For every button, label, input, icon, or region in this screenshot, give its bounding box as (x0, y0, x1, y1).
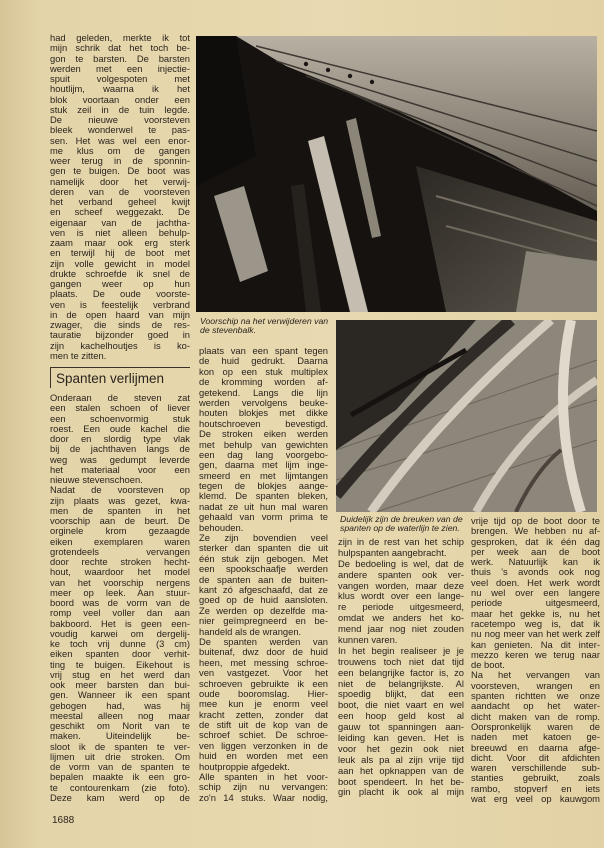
text-line: In het begin realiseer je je (338, 644, 464, 656)
text-line: handeld als de wrangen. (199, 625, 302, 637)
text-line: zijn in de rest van het schip (338, 536, 464, 547)
text-line: eiken spanten door verhit- (50, 648, 190, 660)
text-line: spuit volgespoten met (50, 73, 190, 84)
text-line: deren van de voorsteven (50, 185, 190, 197)
text-line: drukte schroefde ik snel de (50, 267, 190, 279)
column-4 (471, 516, 600, 804)
text-line: een belangrijke factor is, zo (338, 666, 464, 678)
text-line: ven vastgezet. Voor het (199, 667, 328, 679)
text-line: thuis 's avonds ook nog (471, 566, 600, 578)
text-line: ting te buigen. Eikehout is (50, 658, 190, 670)
text-line: boot spendeert. In het be- (338, 775, 464, 787)
column-1 (50, 33, 190, 803)
text-line: een stalen schoen of liever (50, 402, 190, 414)
text-line: werden met een injectie- (50, 62, 190, 74)
text-line: klus wordt over een lange- (338, 590, 464, 602)
text-line: zaam maar ook erg sterk (50, 237, 190, 248)
text-line: mee kun je enorm veel (199, 698, 328, 710)
text-line: kunnen varen. (338, 634, 398, 646)
text-line: vrije tijd op de boot door te (471, 515, 600, 526)
paragraph (199, 637, 328, 772)
text-line: houten blokjes met dikke (199, 407, 328, 419)
text-line: naden met katoen ge- (471, 731, 600, 743)
section-heading: Spanten verlijmen (50, 367, 190, 388)
text-line: leiding kan geven. Het is (338, 732, 464, 744)
text-line: kan genieten. Na dit inter- (471, 638, 600, 650)
paragraph-group (471, 516, 600, 804)
text-line: gen te buigen. De boot was (50, 165, 190, 177)
text-line: rambo, stopverf en iets (471, 782, 600, 794)
paragraph-group (50, 33, 190, 361)
text-line: ven is niet alleen behulp- (50, 226, 190, 238)
text-line: veel doen. Het werk wordt (471, 576, 600, 588)
text-line: niet de belangrijkste. Al (338, 677, 464, 689)
text-line: bij de jachthaven langs de (50, 443, 190, 455)
text-line: Oorspronkelijk waren de (471, 720, 600, 732)
text-line: het verband geheel kwijt (50, 196, 190, 207)
text-line: stuk zeil in de tuin legde. (50, 103, 190, 115)
text-line: spoedig blijkt, dat een (338, 688, 464, 700)
photo-caption (200, 317, 332, 336)
text-line: de huid gedrukt. Daarna (199, 355, 328, 367)
text-line: De spanten werden van (199, 635, 328, 647)
photo-image (336, 320, 597, 512)
text-line: gebogen had, was hij (50, 699, 190, 711)
text-line: Nadat de voorsteven op (50, 484, 190, 496)
text-line: hout, waardoor het model (50, 566, 190, 578)
text-line: geschikt om Norit van te (50, 720, 190, 731)
paragraph (199, 346, 328, 533)
text-line: en scheef weggezakt. De (50, 206, 190, 218)
paragraph (338, 646, 464, 798)
caption-line: spanten op de waterlijn te zien. (340, 523, 460, 534)
text-line: had geleden, merkte ik tot (50, 32, 190, 43)
text-line: buitenaf, dwz door de huid (199, 646, 328, 658)
text-line: voudig karwei om dergelij- (50, 627, 190, 639)
text-line: namelijk door het verwij- (50, 175, 190, 187)
text-line: meer op leek. Aan stuur- (50, 586, 190, 598)
text-line: Na het vervangen van (471, 669, 600, 681)
text-line: vangen worden, maar deze (338, 579, 464, 591)
text-line: schroef schiet. De schroe- (199, 729, 328, 741)
text-line: me klus om de gangen (50, 144, 190, 156)
text-line: oude booromslag. Hier- (199, 687, 328, 699)
text-line: gesproken, dat ik één dag (471, 535, 600, 547)
paragraph (50, 393, 190, 485)
text-line: zo'n 14 stuks. Waar nodig, (199, 791, 328, 803)
text-line: voor het gezin ook niet (338, 742, 464, 754)
text-line: gen. Wanneer ik een spant (50, 689, 190, 701)
text-line: Ze zijn bovendien veel (199, 532, 328, 544)
text-line: vrij stug en het werd dan (50, 668, 190, 680)
paragraph (50, 33, 190, 361)
text-line: gehaald van vorm prima te (199, 511, 328, 523)
photo-caption (340, 515, 466, 534)
paragraph (50, 485, 190, 803)
text-line: racetempo weg is, dat ik (471, 617, 600, 629)
text-line: dicht. Voor dit afdichten (471, 751, 600, 763)
text-line: orginele krom gezaagde (50, 525, 190, 537)
text-line: een hoop geld kost al (338, 710, 464, 722)
paragraph (471, 516, 600, 670)
text-line: romp veel voller dan aan (50, 607, 190, 619)
text-line: sen. Het was wel een enor- (50, 134, 190, 146)
text-line: van het voorschip nergens (50, 576, 190, 588)
column-3 (338, 537, 464, 798)
paragraph (199, 533, 328, 637)
text-line: omdat we anders het ko- (338, 612, 464, 624)
text-line: weer terug in de sponnin- (50, 155, 190, 166)
text-line: Ze werden op dezelfde ma- (199, 604, 328, 616)
text-line: te contourenkam (zie foto). (50, 781, 190, 793)
text-line: wat erg veel op kauwgom (471, 793, 600, 805)
paragraph (338, 559, 464, 646)
text-line: roest. Een oude kachel die (50, 422, 190, 434)
text-line: door rechte stroken hecht- (50, 556, 190, 567)
text-line: houtlijm, waarna ik het (50, 83, 190, 95)
text-line: kracht zetten, zonder dat (199, 708, 328, 720)
text-line: meestal alleen nog maar (50, 709, 190, 721)
text-line: aandacht op het water- (471, 700, 600, 712)
text-line: ook meer barsten dan bui- (50, 679, 190, 690)
text-line: de spanten aan de buiten- (199, 573, 328, 585)
text-line: ke toch vrij dunne (3 cm) (50, 638, 190, 649)
text-line: één stuk zijn gebogen. Met (199, 552, 328, 564)
text-line: plaats. De oude voorste- (50, 288, 190, 300)
text-line: brengen. We hebben nu af- (471, 525, 600, 537)
paragraph-group (338, 537, 464, 798)
text-line: mend jaar nog niet zouden (338, 623, 464, 635)
text-line: andere spanten ook ver- (338, 568, 464, 580)
text-line: weg was gedumpt leverde (50, 453, 190, 465)
text-line: eigenaar van de jachtha- (50, 216, 190, 228)
text-line: een spookschaafje werden (199, 563, 328, 575)
text-line: dicht maken van de romp. (471, 710, 600, 722)
text-line: gauw tot spanningen aan- (338, 721, 464, 733)
paragraph-group (50, 393, 190, 803)
text-line: maar het gekke is, nu het (471, 607, 600, 619)
text-line: zijn kachelhoutjes is ko- (50, 339, 190, 351)
text-line: zijn plaats was gezet, kwa- (50, 494, 190, 506)
text-line: aan het opknappen van de (338, 764, 464, 776)
text-line: per week aan de boot (471, 545, 600, 557)
text-line: gangen weer op hun (50, 278, 190, 289)
text-line: lijmen uit drie stroken. Om (50, 750, 190, 762)
text-line: nier geïmpregneerd en be- (199, 615, 328, 627)
text-line: bepalen maakte ik een gro- (50, 771, 190, 783)
text-line: heen, met messing schroe- (199, 656, 328, 668)
text-line: de boot. (471, 659, 505, 671)
text-line: in de open haard van mijn (50, 308, 190, 320)
caption-line: Voorschip na het verwijderen van (200, 316, 329, 326)
text-line: tegen de blokjes aange- (199, 480, 328, 492)
text-line: en terwijl hij de boot met (50, 247, 190, 259)
column-2 (199, 346, 328, 803)
text-line: waren verschillende sub- (471, 762, 600, 774)
text-line: nu nog meer van het werk zelf (471, 628, 600, 640)
paragraph (338, 537, 464, 559)
caption-line: de stevenbalk. (200, 325, 257, 336)
text-line: leuk als pa al zijn vrije tijd (338, 753, 464, 765)
text-line: stanties gebruikt, zoals (471, 772, 600, 784)
photo-bow-interior (196, 36, 597, 312)
text-line: maken. Uiteindelijk be- (50, 730, 190, 742)
text-line: de kromming worden af- (199, 376, 328, 388)
text-line: trouwens toch niet dat tijd (338, 655, 464, 667)
text-line: zijn volle gewicht in model (50, 257, 190, 269)
text-line: gen, daarna met lijm inge- (199, 459, 328, 471)
text-line: door en slordig type vlak (50, 433, 190, 444)
text-line: boord was de vorm van de (50, 597, 190, 608)
caption-line: Duidelijk zijn de breuken van de (340, 514, 463, 524)
text-line: bleek wonderwel te pas- (50, 124, 190, 136)
text-line: klemd. De spanten bleken, (199, 490, 328, 502)
text-line: plaats van een spant tegen (199, 345, 328, 356)
text-line: behouden. (199, 521, 244, 533)
paragraph-group (199, 346, 328, 803)
text-line: het materiaal voor een (50, 463, 190, 475)
paragraph (471, 670, 600, 804)
photo-image (196, 36, 597, 312)
text-line: een dag lang voorgebo- (199, 448, 328, 460)
text-line: De nieuwe voorsteven (50, 114, 190, 125)
text-line: schip zijn nu vervangen: (199, 781, 328, 793)
text-line: boot, die niet vaart en wel (338, 699, 464, 711)
text-line: mezzo keren we terug naar (471, 648, 600, 660)
text-line: de vorm van de spanten te (50, 761, 190, 772)
text-line: grotendeels vervangen (50, 545, 190, 557)
text-line: kon op een stuk multiplex (199, 365, 328, 377)
text-line: ven is feestelijk verbrand (50, 298, 190, 310)
text-line: re periode uitgesmeerd, (338, 601, 464, 613)
text-line: men te zitten. (50, 349, 107, 361)
text-line: De stroken eiken werden (199, 428, 328, 440)
text-line: spanten richtten we onze (471, 690, 600, 702)
text-line: een schoenvormig stuk (50, 412, 190, 424)
text-line: voorschip aan de beurt. De (50, 515, 190, 526)
text-line: getekend. Langs die lijn (199, 386, 328, 398)
text-line: nu wel over een langere (471, 587, 600, 599)
text-line: breeuwd en daarna afge- (471, 741, 600, 753)
paragraph (199, 772, 328, 803)
text-line: bakboord. Het is geen een- (50, 617, 190, 629)
text-line: zwager, die sinds de res- (50, 319, 190, 330)
text-line: eiken exemplaren waren (50, 535, 190, 547)
text-line: De bedoeling is wel, dat de (338, 557, 464, 569)
text-line: smeerd en met lijmtangen (199, 469, 328, 481)
text-line: blok voortaan onder een (50, 93, 190, 105)
text-line: hulpspanten aangebracht. (338, 546, 447, 558)
text-line: Alle spanten in het voor- (199, 771, 328, 783)
page-number: 1688 (52, 815, 75, 826)
text-line: kant zó afgeschaafd, dat ze (199, 583, 328, 595)
text-line: gon te barsten. De barsten (50, 52, 190, 64)
text-line: huid en worden met een (199, 750, 328, 762)
text-line: sloot ik de spanten te ver- (50, 740, 190, 752)
text-line: goed op de huid aansloten. (199, 594, 328, 606)
text-line: sterker dan spanten die uit (199, 542, 328, 554)
text-line: houtproppie afgedekt. (199, 760, 290, 772)
text-line: de stift uit de kop van de (199, 719, 328, 731)
text-line: Onderaan de steven zat (50, 392, 190, 403)
photo-hull-frames (336, 320, 597, 512)
text-line: werden vervolgens beuke- (199, 396, 328, 408)
text-line: tauratie bijzonder goed in (50, 329, 190, 341)
text-line: mijn schrik dat het toch be- (50, 42, 190, 54)
text-line: met behulp van gewichten (199, 438, 328, 450)
text-line: werk. Natuurlijk kan ik (471, 556, 600, 568)
text-line: houtschroeven bevestigd. (199, 417, 328, 429)
text-line: nieuwe stevenschoen. (50, 474, 143, 485)
text-line: voorsteven, wrangen en (471, 679, 600, 691)
text-line: periode uitgesmeerd, (471, 597, 600, 609)
text-line: ven liggen verzonken in de (199, 739, 328, 751)
text-line: gin placht ik ook al mijn (338, 786, 464, 798)
text-line: schroeven gebruikte ik een (199, 677, 328, 689)
text-line: nadat ze uit hun mal waren (199, 500, 328, 512)
text-line: Deze kam werd op de (50, 791, 190, 803)
text-line: men de spanten in het (50, 504, 190, 516)
